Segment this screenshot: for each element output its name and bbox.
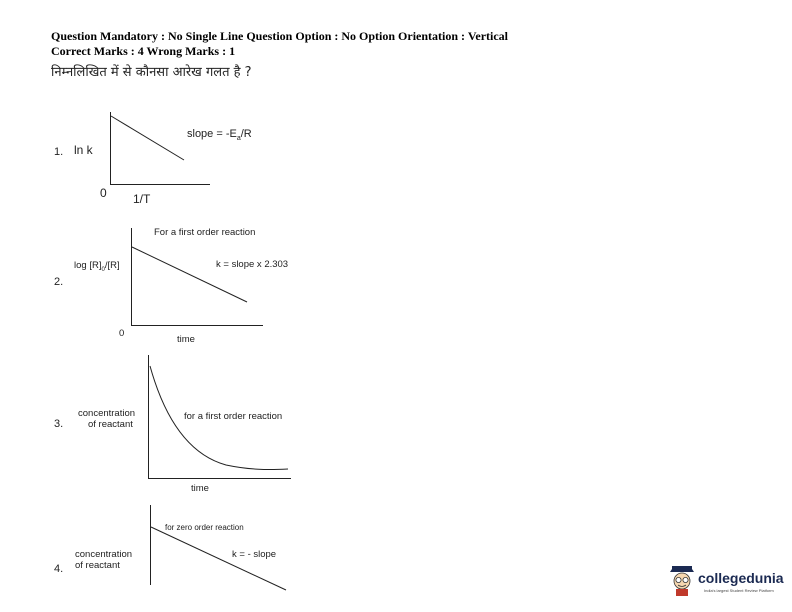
y-axis-label-line1: concentration	[78, 408, 136, 419]
option-number: 4.	[54, 563, 64, 575]
x-axis-label: time	[191, 483, 209, 494]
rate-annotation: k = slope x 2.303	[216, 259, 289, 270]
mascot-icon	[668, 563, 698, 597]
slope-annotation: slope = $-E_a/R$	[187, 128, 252, 143]
question-text: निम्नलिखित में से कौनसा आरेख गलत है ?	[51, 65, 252, 80]
y-axis-label: $\log [R]_0/[R]$	[74, 260, 120, 273]
brand-tagline: India's largest Student Review Platform	[704, 588, 774, 593]
brand-name: collegedunia	[698, 570, 784, 586]
curve-annotation: for a first order reaction	[184, 411, 283, 422]
option-number: 3.	[54, 418, 64, 430]
origin-label: 0	[100, 186, 107, 200]
y-axis-label-line1: concentration	[75, 549, 133, 560]
x-axis-label: 1/T	[133, 192, 151, 206]
y-axis-label: ln k	[74, 143, 93, 157]
collegedunia-logo	[668, 563, 788, 603]
y-axis-label-line2: of reactant	[88, 419, 133, 430]
origin-label: 0	[119, 328, 125, 339]
marks-line: Correct Marks : 4 Wrong Marks : 1	[51, 44, 236, 58]
graph-title: For a first order reaction	[154, 227, 256, 238]
graph-title: for zero order reaction	[165, 523, 244, 532]
y-axis-label-line2: of reactant	[75, 560, 120, 571]
question-meta-line: Question Mandatory : No Single Line Question Option : No Option Orientation : Vertical	[51, 29, 509, 43]
option-number: 2.	[54, 276, 64, 288]
slope-annotation: k = - slope	[232, 549, 277, 560]
x-axis-label: time	[177, 334, 195, 345]
option-number: 1.	[54, 146, 64, 158]
